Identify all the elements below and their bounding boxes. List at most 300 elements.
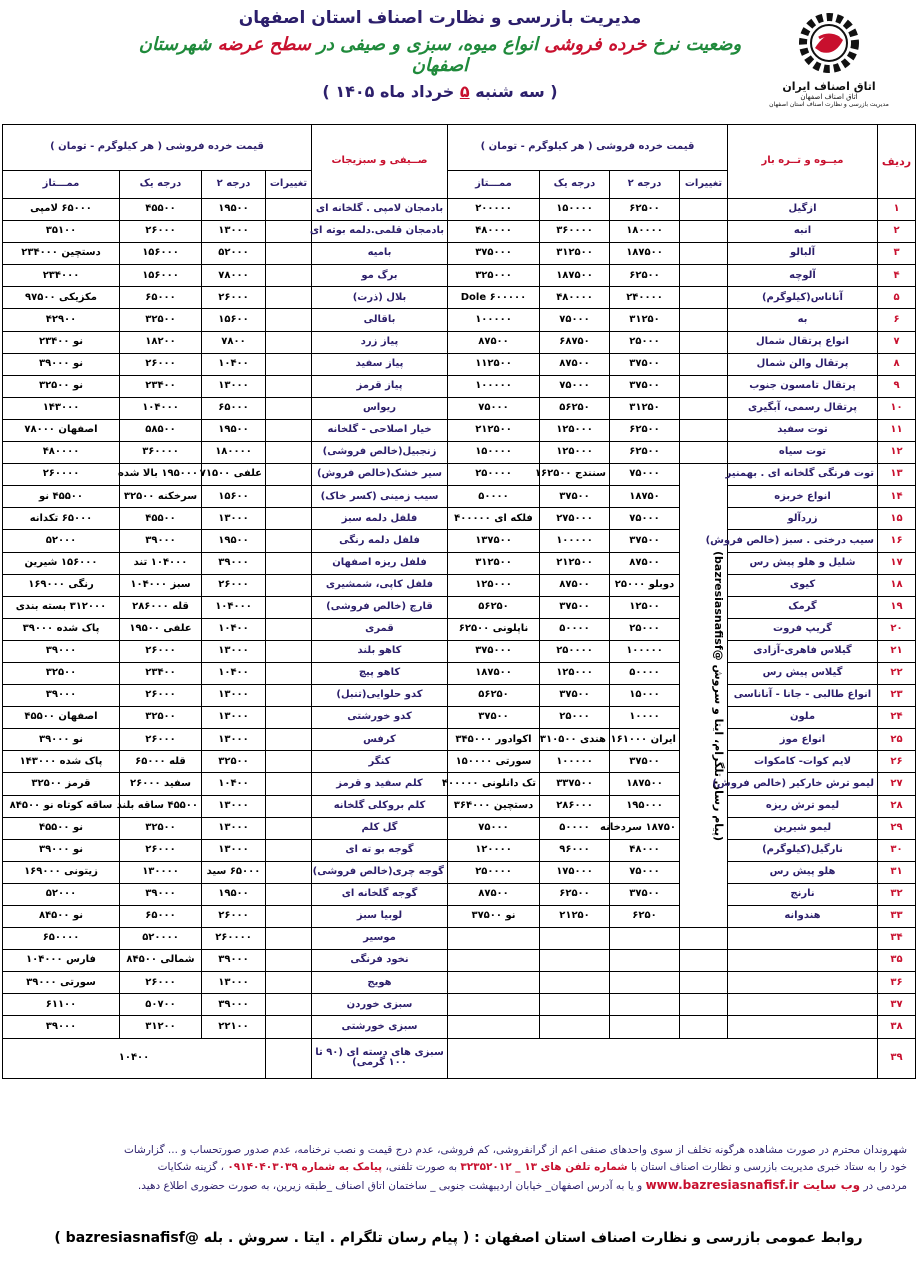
fruit-grade2: ۳۷۵۰۰: [610, 375, 680, 397]
veg-premium: نو ۴۵۵۰۰: [3, 817, 120, 839]
veg-changes: [266, 839, 312, 861]
fruit-premium: ۲۰۰۰۰۰: [448, 199, 540, 221]
fruit-grade2: ۶۲۵۰۰: [610, 419, 680, 441]
veg-changes: [266, 662, 312, 684]
table-row: [3, 662, 916, 684]
veg-grade2: ۲۶۰۰۰: [202, 287, 266, 309]
veg-changes: [266, 640, 312, 662]
fruit-grade2: ۱۸۰۰۰۰: [610, 221, 680, 243]
table-row: [3, 751, 916, 773]
fruit-grade1: ۲۵۰۰۰: [540, 707, 610, 729]
fruit-changes: [680, 287, 728, 309]
veg-grade1: سرخکنه ۳۲۵۰۰: [120, 486, 202, 508]
table-row: [3, 972, 916, 994]
fruit-premium: نو ۳۷۵۰۰: [448, 906, 540, 928]
row-number: ۲۴: [878, 707, 916, 729]
veg-grade1: ۴۵۵۰۰: [120, 508, 202, 530]
veg-name: کاهو بلند: [312, 640, 448, 662]
table-row: [3, 552, 916, 574]
row-number: ۲۵: [878, 729, 916, 751]
fruit-grade1: [540, 928, 610, 950]
fruit-name: شلیل و هلو پیش رس: [728, 552, 878, 574]
row-number: ۳۶: [878, 972, 916, 994]
fruit-premium: ۵۶۲۵۰: [448, 596, 540, 618]
veg-grade1: ۳۹۰۰۰: [120, 883, 202, 905]
fruit-name: لیمو ترش خارکیر (خالص فروش): [728, 773, 878, 795]
veg-name: بامیه: [312, 243, 448, 265]
row-number: ۲۷: [878, 773, 916, 795]
fruit-grade1: ۵۰۰۰۰: [540, 817, 610, 839]
page-subtitle: وضعیت نرخ خرده فروشی انواع میوه، سبزی و صیفی در سطح عرضه شهرستان اصفهان: [138, 34, 742, 76]
fruit-grade1: ۸۷۵۰۰: [540, 353, 610, 375]
row-number: ۱۱: [878, 419, 916, 441]
fruit-grade2: دوبلو ۲۵۰۰۰: [610, 574, 680, 596]
fruit-premium: ۱۲۰۰۰۰: [448, 839, 540, 861]
veg-grade1: ۲۶۰۰۰: [120, 729, 202, 751]
fruit-name: توت سیاه: [728, 442, 878, 464]
fruit-grade2: ۱۹۵۰۰۰: [610, 795, 680, 817]
table-row: [3, 994, 916, 1016]
fruit-name: گیلاس فاهری-آزادی: [728, 640, 878, 662]
veg-changes: [266, 530, 312, 552]
veg-name: سبزی های دسته ای (۹۰ تا ۱۰۰ گرمی): [312, 1038, 448, 1078]
table-row: [3, 906, 916, 928]
fruit-changes: [680, 950, 728, 972]
fruit-changes: [680, 1016, 728, 1038]
footer-notice: شهروندان محترم در صورت مشاهده هرگونه تخلف از سوی واحدهای صنفی اعم از گرانفروشی، کم فروشی، عدم درج قیمت و نصب نرخنامه، عدم صدور صورتحساب و ... گزارشات خود را به ستاد خبری مدیریت بازرسی و نظارت اصناف استان با شماره تلفن های ۱۳ _ ۳۲۳۵۲۰۱۲ به صورت تلفنی، پیامک به شماره ۰۹۱۴۰۴۰۳۰۳۹ ، گزینه شکایات مردمی در وب سایت www.bazresiasnafisf.ir و یا به آدرس اصفهان_ خیابان اردیبهشت جنوبی _ ساختمان اتاق اصناف _طبقه زیرین، به صورت حضوری اطلاع دهید.: [123, 1144, 907, 1192]
veg-grade2: ۱۳۰۰۰: [202, 685, 266, 707]
row-number: ۴: [878, 265, 916, 287]
fruit-premium: [448, 994, 540, 1016]
veg-grade2: ۲۶۰۰۰۰: [202, 928, 266, 950]
veg-name: کنگر: [312, 751, 448, 773]
veg-grade2: ۷۸۰۰۰: [202, 265, 266, 287]
veg-premium: پاک شده ۱۴۳۰۰۰: [3, 751, 120, 773]
veg-premium: ۳۹۰۰۰: [3, 640, 120, 662]
veg-grade1: ۱۹۵۰۰۰ بالا شده: [120, 464, 202, 486]
table-row: [3, 596, 916, 618]
fruit-premium: ۲۵۰۰۰۰: [448, 464, 540, 486]
veg-premium: ۳۲۵۰۰: [3, 662, 120, 684]
veg-grade1: شمالی ۸۴۵۰۰: [120, 950, 202, 972]
veg-name: لوبیا سبز: [312, 906, 448, 928]
veg-changes: [266, 243, 312, 265]
veg-header: صــیفی و سبزیجات: [312, 125, 448, 199]
veg-name: سبزی خوردن: [312, 994, 448, 1016]
veg-premium: پاک شده ۳۹۰۰۰: [3, 618, 120, 640]
fruit-grade1: ۲۷۵۰۰۰: [540, 508, 610, 530]
veg-grade1: ۲۶۰۰۰: [120, 640, 202, 662]
fruit-name: سیب درختی . سبز (خالص فروش): [728, 530, 878, 552]
fruit-grade2: ۱۸۷۵۰ سر‌دخانه: [610, 817, 680, 839]
fruit-premium: ناپلونی ۶۲۵۰۰: [448, 618, 540, 640]
fruit-grade1: ۸۷۵۰۰: [540, 574, 610, 596]
veg-grade2: ۱۸۰۰۰۰: [202, 442, 266, 464]
fruit-grade1: ۱۲۵۰۰۰: [540, 662, 610, 684]
veg-name: پیاز زرد: [312, 331, 448, 353]
fruit-name: کیوی: [728, 574, 878, 596]
row-number: ۵: [878, 287, 916, 309]
fruit-grade1: ۱۰۰۰۰۰: [540, 530, 610, 552]
fruit-grade2: ۷۵۰۰۰: [610, 508, 680, 530]
veg-grade2: ۲۶۰۰۰: [202, 574, 266, 596]
fruit-changes: [680, 442, 728, 464]
veg-name: گوجه گلخانه ای: [312, 883, 448, 905]
fruit-grade2: ۷۵۰۰۰: [610, 861, 680, 883]
veg-changes: [266, 618, 312, 640]
veg-changes: [266, 994, 312, 1016]
veg-name: فلفل کاپی، شمشیری: [312, 574, 448, 596]
row-number: ۱۴: [878, 486, 916, 508]
fruit-grade1: ۱۷۵۰۰۰: [540, 861, 610, 883]
fruit-grade1: هندی ۳۱۰۵۰۰: [540, 729, 610, 751]
table-row: [3, 883, 916, 905]
veg-changes: [266, 906, 312, 928]
fruit-name: توت سفید: [728, 419, 878, 441]
veg-name: قمری: [312, 618, 448, 640]
table-row: [3, 199, 916, 221]
veg-grade2: ۱۳۰۰۰: [202, 817, 266, 839]
row-number: ۳۵: [878, 950, 916, 972]
veg-changes: [266, 486, 312, 508]
fruit-changes: [680, 265, 728, 287]
veg-premium: ۳۹۰۰۰: [3, 1016, 120, 1038]
veg-changes: [266, 397, 312, 419]
veg-name: موسیر: [312, 928, 448, 950]
veg-premium: نو ۳۹۰۰۰: [3, 353, 120, 375]
fruit-name: آناناس(کیلوگرم): [728, 287, 878, 309]
row-number: ۳۱: [878, 861, 916, 883]
veg-changes: [266, 928, 312, 950]
veg-grade2: ۲۶۰۰۰: [202, 906, 266, 928]
fruit-name: ملون: [728, 707, 878, 729]
veg-grade1: ۲۶۰۰۰: [120, 839, 202, 861]
fruit-premium: ۳۱۲۵۰۰: [448, 552, 540, 574]
fruit-grade1: ۳۷۵۰۰: [540, 486, 610, 508]
veg-changes: [266, 552, 312, 574]
veg-grade2: ۱۹۵۰۰: [202, 199, 266, 221]
table-row: [3, 640, 916, 662]
fruit-name: لیمو شیرین: [728, 817, 878, 839]
fruit-changes: [680, 375, 728, 397]
fruit-grade1: [540, 1016, 610, 1038]
veg-name: سیب زمینی (کسر خاک): [312, 486, 448, 508]
veg-changes: [266, 309, 312, 331]
row-number: ۲۳: [878, 685, 916, 707]
fruit-grade1: ۵۶۲۵۰: [540, 397, 610, 419]
row-number: ۳: [878, 243, 916, 265]
veg-changes: [266, 596, 312, 618]
fruit-premium: ۷۵۰۰۰: [448, 397, 540, 419]
row-number: ۱۸: [878, 574, 916, 596]
veg-grade2: ۱۰۴۰۰: [202, 353, 266, 375]
public-relations-line: روابط عمومی بازرسی و نظارت اصناف استان اصفهان : ( پیام رسان تلگرام . ایتا . سروش . بله @bazresiasnafisf ): [54, 1230, 863, 1246]
veg-name: کلم سفید و قرمز: [312, 773, 448, 795]
veg-grade1: ۶۵۰۰۰: [120, 906, 202, 928]
table-row: [3, 508, 916, 530]
table-row: [3, 265, 916, 287]
fruit-grade2: ۲۵۰۰۰: [610, 618, 680, 640]
table-row: [3, 1016, 916, 1038]
veg-grade2: ۱۰۴۰۰: [202, 618, 266, 640]
veg-grade1: ۳۹۰۰۰: [120, 530, 202, 552]
fruit-changes: [680, 994, 728, 1016]
fruit-name: لایم کوات- کامکوات: [728, 751, 878, 773]
fruit-name: پرتقال رسمی، آبگیری: [728, 397, 878, 419]
fruit-grade2: ۳۷۵۰۰: [610, 530, 680, 552]
veg-grade2: ۲۲۱۰۰: [202, 1016, 266, 1038]
row-number-header: ردیف: [878, 125, 916, 199]
fruit-grade2: ۱۲۵۰۰: [610, 596, 680, 618]
row-number: ۳۸: [878, 1016, 916, 1038]
veg-grade1: ۴۵۵۰۰ ساقه بلند: [120, 795, 202, 817]
veg-grade2: ۱۳۰۰۰: [202, 839, 266, 861]
fruit-premium: ۸۷۵۰۰: [448, 331, 540, 353]
fruit-grade1: [540, 950, 610, 972]
veg-changes: [266, 972, 312, 994]
veg-name: کدو خورشتی: [312, 707, 448, 729]
website-link[interactable]: وب سایت www.bazresiasnafisf.ir: [645, 1177, 861, 1192]
fruit-price-header: قیمت خرده فروشی ( هر کیلوگرم - تومان ): [448, 125, 728, 171]
fruit-grade1: ۳۱۲۵۰۰: [540, 243, 610, 265]
fruit-premium: فلکه ای ۴۰۰۰۰۰: [448, 508, 540, 530]
fruit-grade2-header: درجه ۲: [610, 171, 680, 199]
fruit-grade1: ۱۰۰۰۰۰: [540, 751, 610, 773]
veg-grade1: ۲۶۰۰۰: [120, 972, 202, 994]
table-row: [3, 287, 916, 309]
veg-premium: ۶۱۱۰۰: [3, 994, 120, 1016]
table-row: [3, 442, 916, 464]
veg-grade1: ۱۰۴۰۰۰ تند: [120, 552, 202, 574]
fruit-grade2: [610, 972, 680, 994]
fruit-grade2: ۶۲۵۰۰: [610, 442, 680, 464]
fruit-name: به: [728, 309, 878, 331]
table-row: [3, 861, 916, 883]
fruit-grade1: ۲۵۰۰۰۰: [540, 640, 610, 662]
veg-changes: [266, 265, 312, 287]
veg-premium: نو ۳۲۵۰۰: [3, 375, 120, 397]
fruit-name: [728, 950, 878, 972]
fruit-grade2: ۱۸۷۵۰۰: [610, 243, 680, 265]
fruit-grade1: ۱۵۰۰۰۰: [540, 199, 610, 221]
veg-grade2: ۱۳۰۰۰: [202, 795, 266, 817]
veg-grade2: ۱۳۰۰۰: [202, 221, 266, 243]
fruit-grade1-header: درجه یک: [540, 171, 610, 199]
table-row: [3, 928, 916, 950]
veg-premium: اصفهان ۷۸۰۰۰: [3, 419, 120, 441]
fruit-grade1: ۳۶۰۰۰۰: [540, 221, 610, 243]
veg-grade1: ۱۵۶۰۰۰: [120, 243, 202, 265]
veg-grade1: ۶۵۰۰۰: [120, 287, 202, 309]
fruit-grade1: ۴۸۰۰۰۰: [540, 287, 610, 309]
veg-premium: ۱۵۶۰۰۰ شیرین: [3, 552, 120, 574]
fruit-grade2: ۳۷۵۰۰: [610, 353, 680, 375]
fruit-grade2: ایران ۱۶۱۰۰۰: [610, 729, 680, 751]
veg-grade2: ۵۲۰۰۰: [202, 243, 266, 265]
fruit-name: هلو پیش رس: [728, 861, 878, 883]
veg-changes: [266, 508, 312, 530]
veg-grade1: ۱۸۲۰۰: [120, 331, 202, 353]
fruit-grade2: ۵۰۰۰۰: [610, 662, 680, 684]
veg-name: زنجبیل(خالص فروشی): [312, 442, 448, 464]
veg-name: برگ مو: [312, 265, 448, 287]
fruit-grade2: ۱۸۷۵۰: [610, 486, 680, 508]
veg-changes: [266, 375, 312, 397]
veg-changes: [266, 861, 312, 883]
veg-grade1: قله ۲۸۶۰۰۰: [120, 596, 202, 618]
fruit-changes: [680, 199, 728, 221]
fruit-grade1: ۳۷۵۰۰: [540, 596, 610, 618]
veg-premium: نو ۲۳۴۰۰: [3, 331, 120, 353]
veg-grade1-header: درجه یک: [120, 171, 202, 199]
fruit-name: [728, 928, 878, 950]
veg-name: کلم بروکلی گلخانه: [312, 795, 448, 817]
fruit-grade2: ۱۰۰۰۰: [610, 707, 680, 729]
fruit-premium: ۲۵۰۰۰۰: [448, 861, 540, 883]
veg-grade1: ۱۵۶۰۰۰: [120, 265, 202, 287]
veg-changes: [266, 685, 312, 707]
fruit-premium: ۱۳۷۵۰۰: [448, 530, 540, 552]
fruit-empty: [448, 1038, 878, 1078]
fruit-grade2: ۸۷۵۰۰: [610, 552, 680, 574]
fruit-name: زردآلو: [728, 508, 878, 530]
fruit-grade2: ۲۴۰۰۰۰: [610, 287, 680, 309]
veg-changes: [266, 464, 312, 486]
row-number: ۶: [878, 309, 916, 331]
table-row: [3, 309, 916, 331]
veg-grade2: علفی ۷۱۵۰۰: [202, 464, 266, 486]
veg-changes: [266, 751, 312, 773]
fruit-premium: ۳۷۵۰۰: [448, 707, 540, 729]
watermark-cell: [680, 464, 728, 928]
fruit-grade1: [540, 972, 610, 994]
row-number: ۱: [878, 199, 916, 221]
fruit-premium: ۱۰۰۰۰۰: [448, 375, 540, 397]
veg-changes: [266, 950, 312, 972]
row-number: ۲۶: [878, 751, 916, 773]
fruit-grade1: ۷۵۰۰۰: [540, 375, 610, 397]
fruit-name: گرمک: [728, 596, 878, 618]
fruit-grade1: ۱۸۷۵۰۰: [540, 265, 610, 287]
veg-grade1: ۲۳۴۰۰: [120, 662, 202, 684]
fruit-premium: Dole ۶۰۰۰۰۰: [448, 287, 540, 309]
veg-name: گل کلم: [312, 817, 448, 839]
fruit-premium: ۳۲۵۰۰۰: [448, 265, 540, 287]
veg-name: نخود فرنگی: [312, 950, 448, 972]
row-number: ۲۹: [878, 817, 916, 839]
veg-changes: [266, 729, 312, 751]
veg-premium: ۴۵۵۰۰ نو: [3, 486, 120, 508]
fruit-changes: [680, 353, 728, 375]
veg-grade2: ۱۳۰۰۰: [202, 972, 266, 994]
veg-name: کدو حلوایی(تنبل): [312, 685, 448, 707]
veg-grade2: ۱۳۰۰۰: [202, 707, 266, 729]
row-number: ۳۷: [878, 994, 916, 1016]
veg-grade1: علفی ۱۹۵۰۰: [120, 618, 202, 640]
fruit-grade2: ۲۵۰۰۰: [610, 331, 680, 353]
date-line: ( سه شنبه ۵ خرداد ماه ۱۴۰۵ ): [322, 82, 558, 101]
veg-premium: ۳۹۰۰۰: [3, 685, 120, 707]
veg-grade2: ۱۰۴۰۰: [202, 662, 266, 684]
veg-premium: فارس ۱۰۴۰۰۰: [3, 950, 120, 972]
fruit-grade2: ۱۰۰۰۰۰: [610, 640, 680, 662]
fruit-grade1: [540, 994, 610, 1016]
veg-premium: نو ۸۴۵۰۰: [3, 906, 120, 928]
fruit-grade2: ۶۲۵۰۰: [610, 199, 680, 221]
fruit-premium: [448, 928, 540, 950]
table-row: [3, 795, 916, 817]
veg-name: فلفل دلمه رنگی: [312, 530, 448, 552]
veg-premium: نو ۳۹۰۰۰: [3, 839, 120, 861]
fruit-name: [728, 972, 878, 994]
veg-grade2: ۶۵۰۰۰ سید: [202, 861, 266, 883]
veg-name: فلفل ریزه اصفهان: [312, 552, 448, 574]
fruit-name: [728, 1016, 878, 1038]
fruit-premium: ۱۱۲۵۰۰: [448, 353, 540, 375]
veg-grade2: ۳۲۵۰۰: [202, 751, 266, 773]
row-number: ۱۶: [878, 530, 916, 552]
veg-grade2: ۳۹۰۰۰: [202, 950, 266, 972]
veg-grade2: ۶۵۰۰۰: [202, 397, 266, 419]
table-row: [3, 685, 916, 707]
veg-changes: [266, 353, 312, 375]
veg-grade1: ۳۱۲۰۰: [120, 1016, 202, 1038]
veg-grade1: ۴۵۵۰۰: [120, 199, 202, 221]
veg-grade2: ۱۹۵۰۰: [202, 530, 266, 552]
fruit-grade1: ۷۵۰۰۰: [540, 309, 610, 331]
veg-grade2: ۱۵۶۰۰: [202, 309, 266, 331]
row-number: ۱۳: [878, 464, 916, 486]
veg-grade2: ۱۰۴۰۰: [202, 773, 266, 795]
table-row: [3, 221, 916, 243]
fruit-name: گریپ فروت: [728, 618, 878, 640]
fruit-grade2: ۶۲۵۰۰: [610, 265, 680, 287]
veg-premium: ۲۳۴۰۰۰: [3, 265, 120, 287]
fruit-grade1: ۶۸۷۵۰: [540, 331, 610, 353]
veg-changes: [266, 707, 312, 729]
veg-grade2: ۳۹۰۰۰: [202, 994, 266, 1016]
fruit-premium-header: ممـــتاز: [448, 171, 540, 199]
veg-name: گوجه بو ته ای: [312, 839, 448, 861]
row-number: ۷: [878, 331, 916, 353]
fruit-premium: ۵۰۰۰۰: [448, 486, 540, 508]
row-number: ۱۵: [878, 508, 916, 530]
veg-changes: [266, 199, 312, 221]
row-number: ۳۳: [878, 906, 916, 928]
fruit-premium: [448, 972, 540, 994]
veg-grade2-header: درجه ۲: [202, 171, 266, 199]
veg-premium-header: ممـــتاز: [3, 171, 120, 199]
fruit-name: پرتقال تامسون جنوب: [728, 375, 878, 397]
veg-grade2: ۳۹۰۰۰: [202, 552, 266, 574]
fruit-premium: [448, 950, 540, 972]
fruit-grade1: ۹۶۰۰۰: [540, 839, 610, 861]
veg-name: بادمجان قلمی.دلمه بوته ای: [312, 221, 448, 243]
fruit-changes: [680, 972, 728, 994]
veg-name: فلفل دلمه سبز: [312, 508, 448, 530]
veg-grade1: ۱۰۴۰۰۰: [120, 397, 202, 419]
veg-premium: ۱۴۳۰۰۰: [3, 397, 120, 419]
fruit-grade2: ۳۱۲۵۰: [610, 397, 680, 419]
table-row: [3, 773, 916, 795]
veg-premium: ۳۱۲۰۰۰ بسته بندی: [3, 596, 120, 618]
fruit-premium: ۴۸۰۰۰۰: [448, 221, 540, 243]
veg-premium: ۵۲۰۰۰: [3, 530, 120, 552]
veg-premium: ۶۵۰۰۰ لامپی: [3, 199, 120, 221]
table-row: [3, 353, 916, 375]
fruit-grade1: ۵۰۰۰۰: [540, 618, 610, 640]
veg-grade2: ۱۳۰۰۰: [202, 640, 266, 662]
